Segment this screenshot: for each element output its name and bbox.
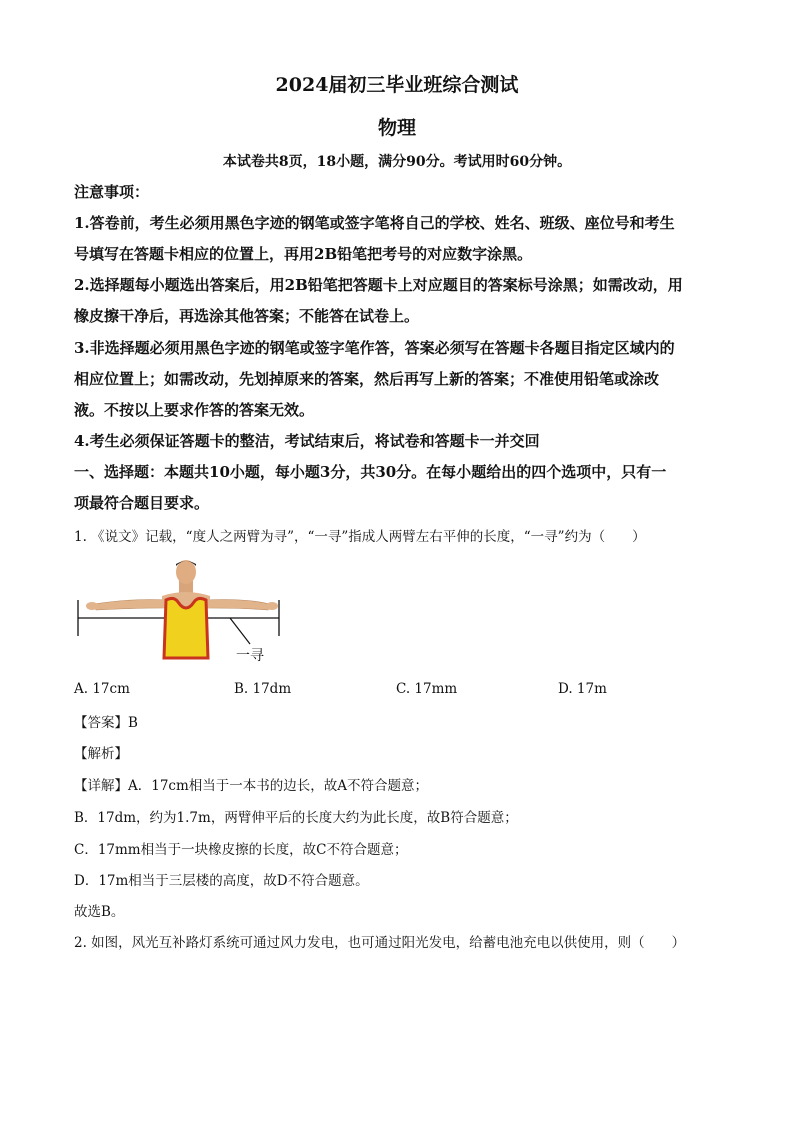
answer-line: 【答案】B (74, 715, 138, 731)
analysis-heading: 【解析】 (74, 746, 128, 762)
exam-title: 2024届初三毕业班综合测试 (275, 74, 519, 96)
note-line: 4.考生必须保证答题卡的整洁，考试结束后，将试卷和答题卡一并交回 (74, 432, 540, 450)
note-line: 3.非选择题必须用黑色字迹的钢笔或签字笔作答，答案必须写在答题卡各题目指定区域内的 (74, 339, 675, 357)
note-line: 橡皮擦干净后，再选涂其他答案；不能答在试卷上。 (74, 307, 420, 325)
detail-line: 【详解】A．17cm相当于一本书的边长，故A不符合题意； (74, 778, 429, 794)
note-line: 相应位置上；如需改动，先划掉原来的答案，然后再写上新的答案；不准使用铅笔或涂改 (74, 370, 660, 388)
notes-heading: 注意事项： (74, 183, 150, 201)
subject-title: 物理 (377, 117, 416, 139)
option-a: A. 17cm (74, 681, 130, 697)
detail-line: D．17m相当于三层楼的高度，故D不符合题意。 (74, 873, 369, 889)
note-line: 液。不按以上要求作答的答案无效。 (74, 401, 315, 419)
exam-info: 本试卷共8页，18小题，满分90分。考试用时60分钟。 (222, 154, 572, 170)
detail-line: B．17dm，约为1.7m，两臂伸平后的长度大约为此长度，故B符合题意； (74, 810, 518, 826)
section-heading: 一、选择题：本题共10小题，每小题3分，共30分。在每小题给出的四个选项中，只有一 (74, 463, 667, 481)
note-line: 号填写在答题卡相应的位置上，再用2B铅笔把考号的对应数字涂黑。 (74, 245, 533, 263)
question-1-stem: 1. 《说文》记载，“度人之两臂为寻”，“一寻”指成人两臂左右平伸的长度，“一寻”约为（ ） (74, 529, 646, 545)
question-2-stem: 2. 如图，风光互补路灯系统可通过风力发电，也可通过阳光发电，给蓄电池充电以供使用，则（ ） (74, 935, 686, 951)
option-b: B. 17dm (234, 681, 292, 697)
note-line: 1.答卷前，考生必须用黑色字迹的钢笔或签字笔将自己的学校、姓名、班级、座位号和考生 (74, 214, 675, 232)
detail-line: 故选B。 (74, 904, 125, 920)
detail-line: C．17mm相当于一块橡皮擦的长度，故C不符合题意； (74, 842, 408, 858)
option-c: C. 17mm (396, 681, 458, 697)
arm-span-figure (74, 558, 294, 668)
note-line: 2.选择题每小题选出答案后，用2B铅笔把答题卡上对应题目的答案标号涂黑；如需改动，用 (74, 276, 683, 294)
section-heading-cont: 项最符合题目要求。 (74, 494, 210, 512)
option-d: D. 17m (558, 681, 607, 697)
figure-label: 一寻 (236, 648, 264, 664)
